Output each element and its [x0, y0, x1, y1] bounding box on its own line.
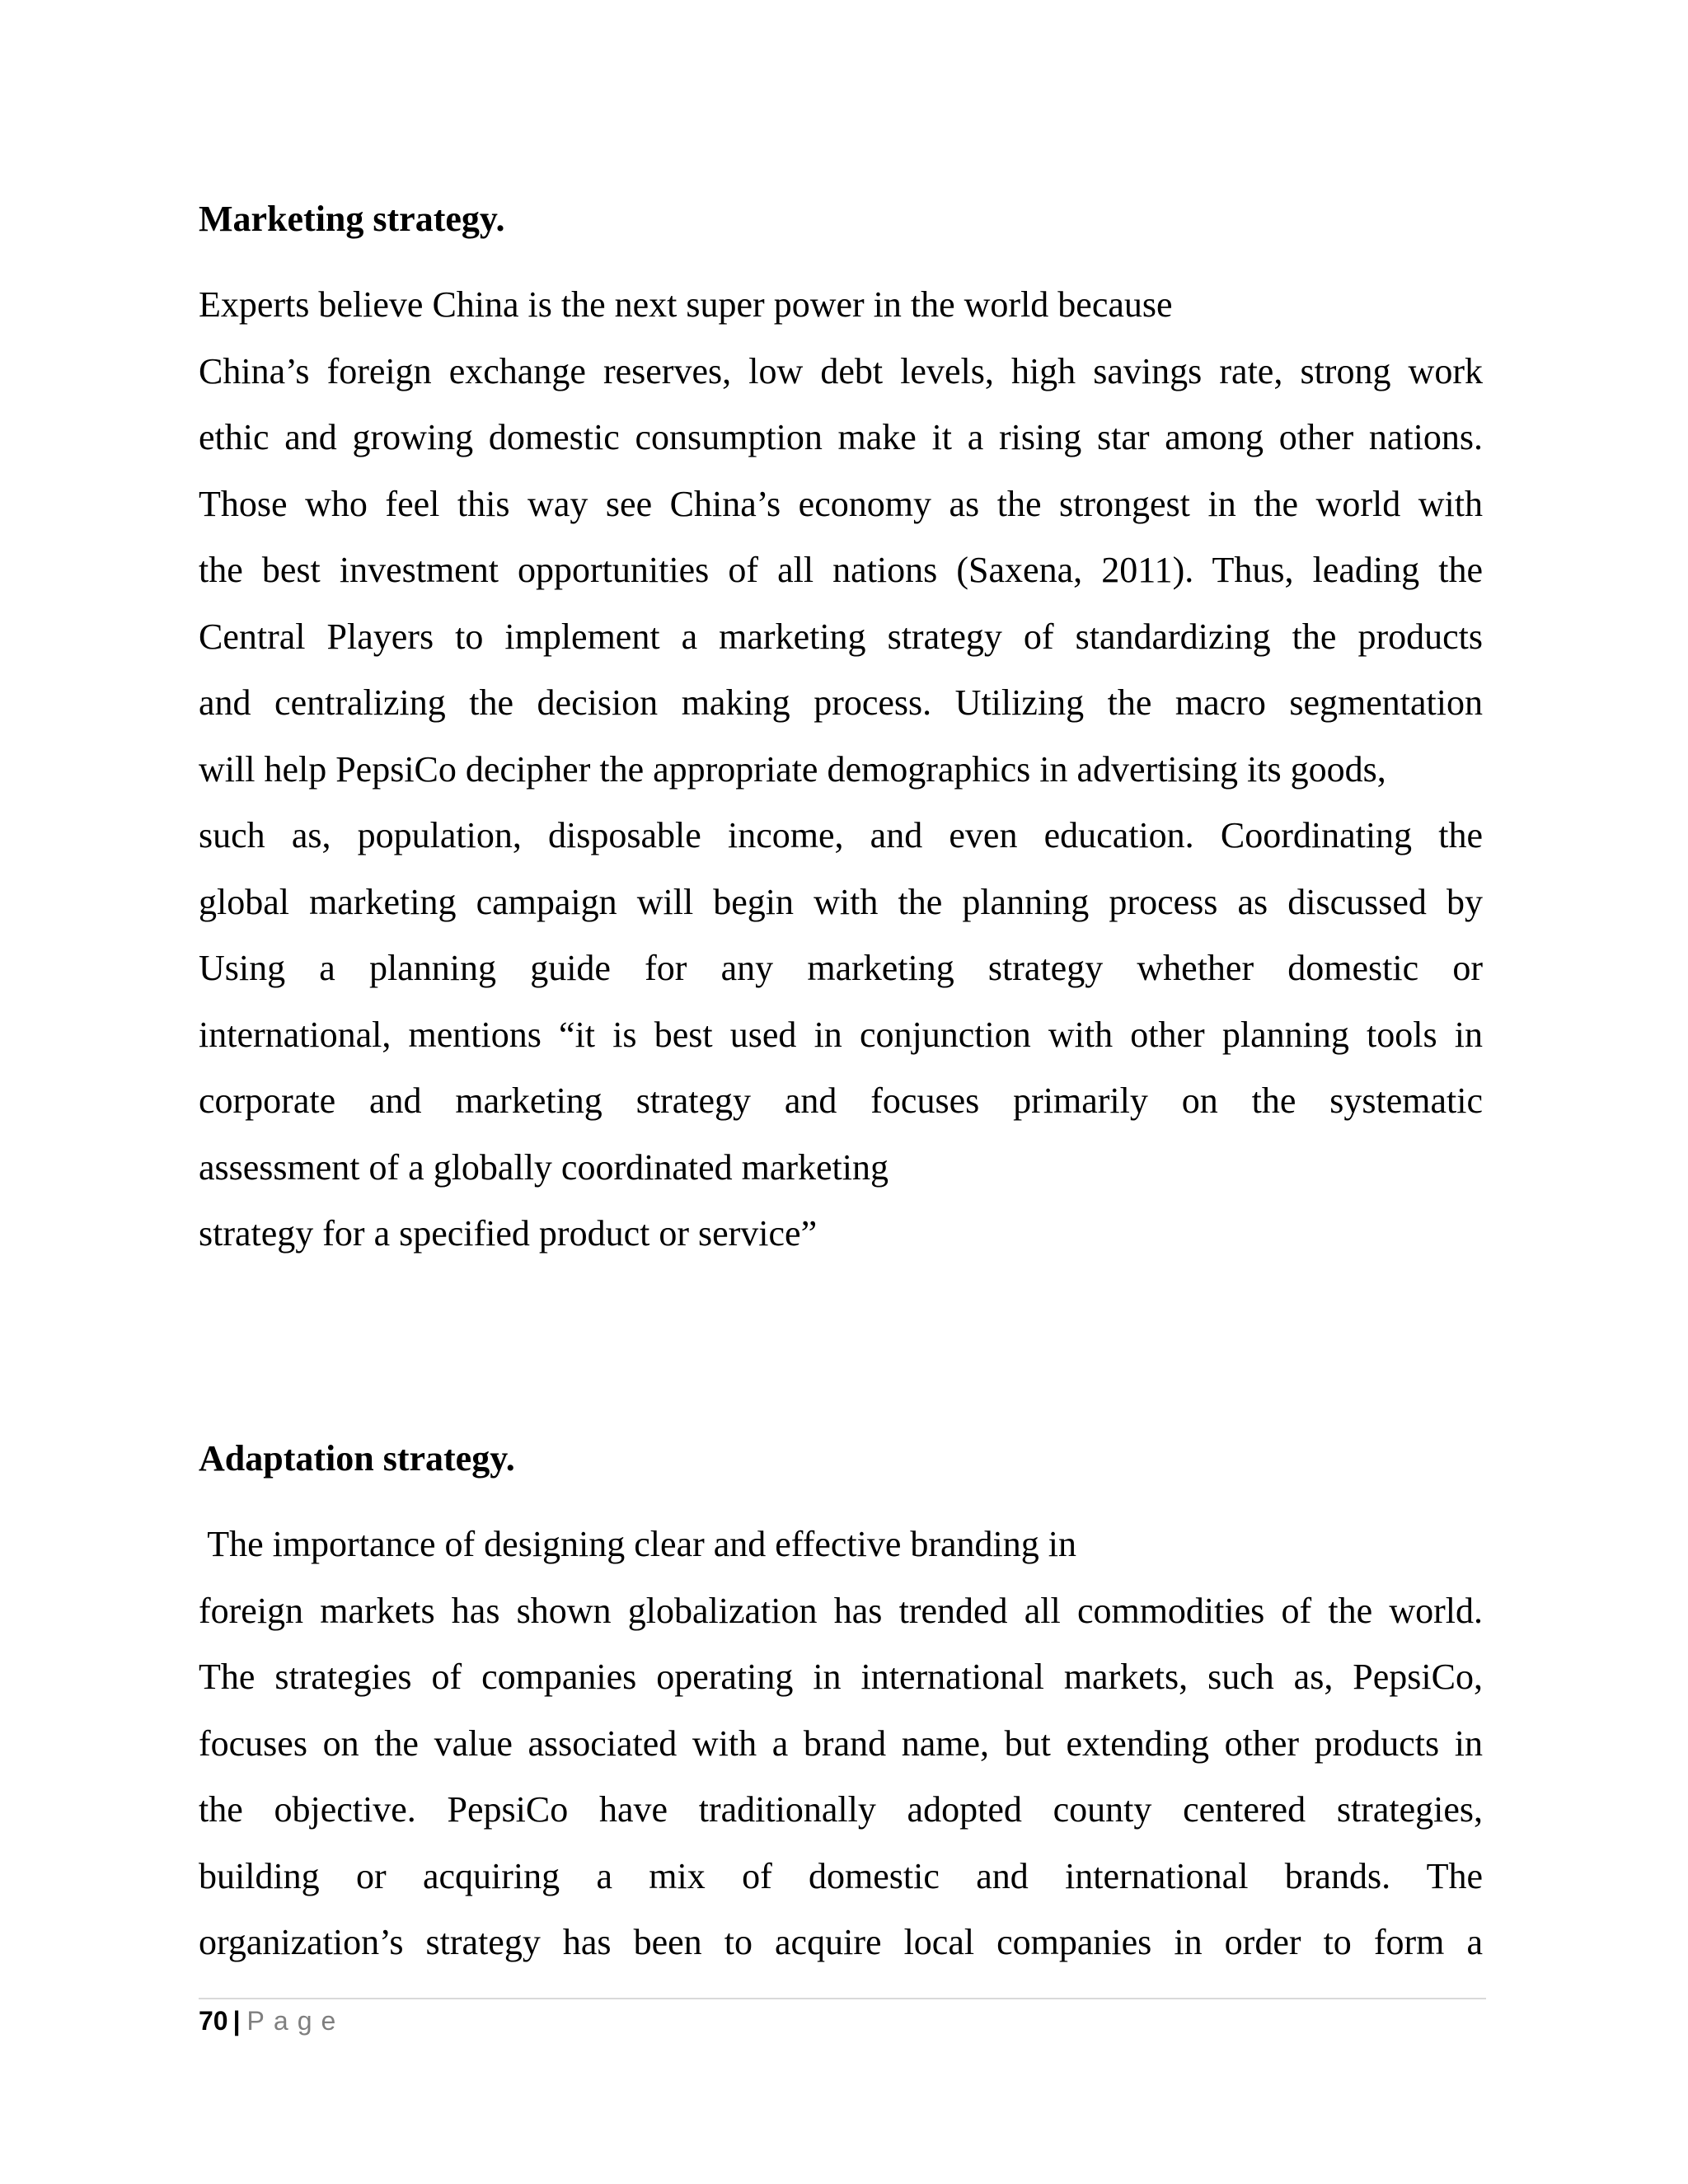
body-line: ethic and growing domestic consumption make it a rising star among other nations.: [199, 417, 1483, 457]
body-line: strategy for a specified product or service”: [199, 1213, 818, 1254]
body-line: will help PepsiCo decipher the appropriate demographics in advertising its goods,: [199, 748, 1386, 790]
body-line: and centralizing the decision making process. Utilizing the macro segmentation: [199, 682, 1483, 723]
body-line: building or acquiring a mix of domestic and international brands. The: [199, 1855, 1483, 1896]
body-line: The strategies of companies operating in international markets, such as, PepsiCo,: [199, 1657, 1483, 1697]
body-line: Experts believe China is the next super power in the world because: [199, 284, 1173, 325]
body-line: assessment of a globally coordinated marketing: [199, 1146, 889, 1188]
footer-divider: [199, 1998, 1486, 1999]
body-line: global marketing campaign will begin with the planning process as discussed by: [199, 881, 1483, 922]
section-body-marketing-strategy: [199, 272, 1483, 1268]
section-heading-adaptation-strategy: Adaptation strategy.: [199, 1438, 515, 1479]
body-line: Those who feel this way see China’s economy as the strongest in the world with: [199, 483, 1483, 524]
body-line: focuses on the value associated with a brand name, but extending other products in: [199, 1722, 1483, 1764]
body-line: China’s foreign exchange reserves, low debt levels, high savings rate, strong work: [199, 350, 1483, 391]
body-line: such as, population, disposable income, and even education. Coordinating the: [199, 815, 1483, 855]
body-line: corporate and marketing strategy and focuses primarily on the systematic: [199, 1080, 1483, 1121]
body-line: the objective. PepsiCo have traditionally adopted county centered strategies,: [199, 1789, 1483, 1830]
body-line: the best investment opportunities of all nations (Saxena, 2011). Thus, leading the: [199, 550, 1483, 590]
body-line: foreign markets has shown globalization has trended all commodities of the world.: [199, 1590, 1483, 1631]
section-heading-marketing-strategy: Marketing strategy.: [199, 199, 505, 239]
page-number: 70: [199, 2006, 228, 2036]
body-line: international, mentions “it is best used in conjunction with other planning tools in: [199, 1014, 1483, 1055]
section-body-adaptation-strategy: [199, 1511, 1483, 1976]
body-line: Central Players to implement a marketing strategy of standardizing the products: [199, 616, 1483, 657]
footer-separator: |: [232, 2006, 241, 2036]
body-line: The importance of designing clear and effective branding in: [199, 1524, 1076, 1564]
body-line: Using a planning guide for any marketing strategy whether domestic or: [199, 948, 1483, 988]
page-label: Page: [246, 2006, 345, 2036]
page-footer: [199, 2004, 345, 2037]
body-line: organization’s strategy has been to acquire local companies in order to form a: [199, 1922, 1483, 1962]
